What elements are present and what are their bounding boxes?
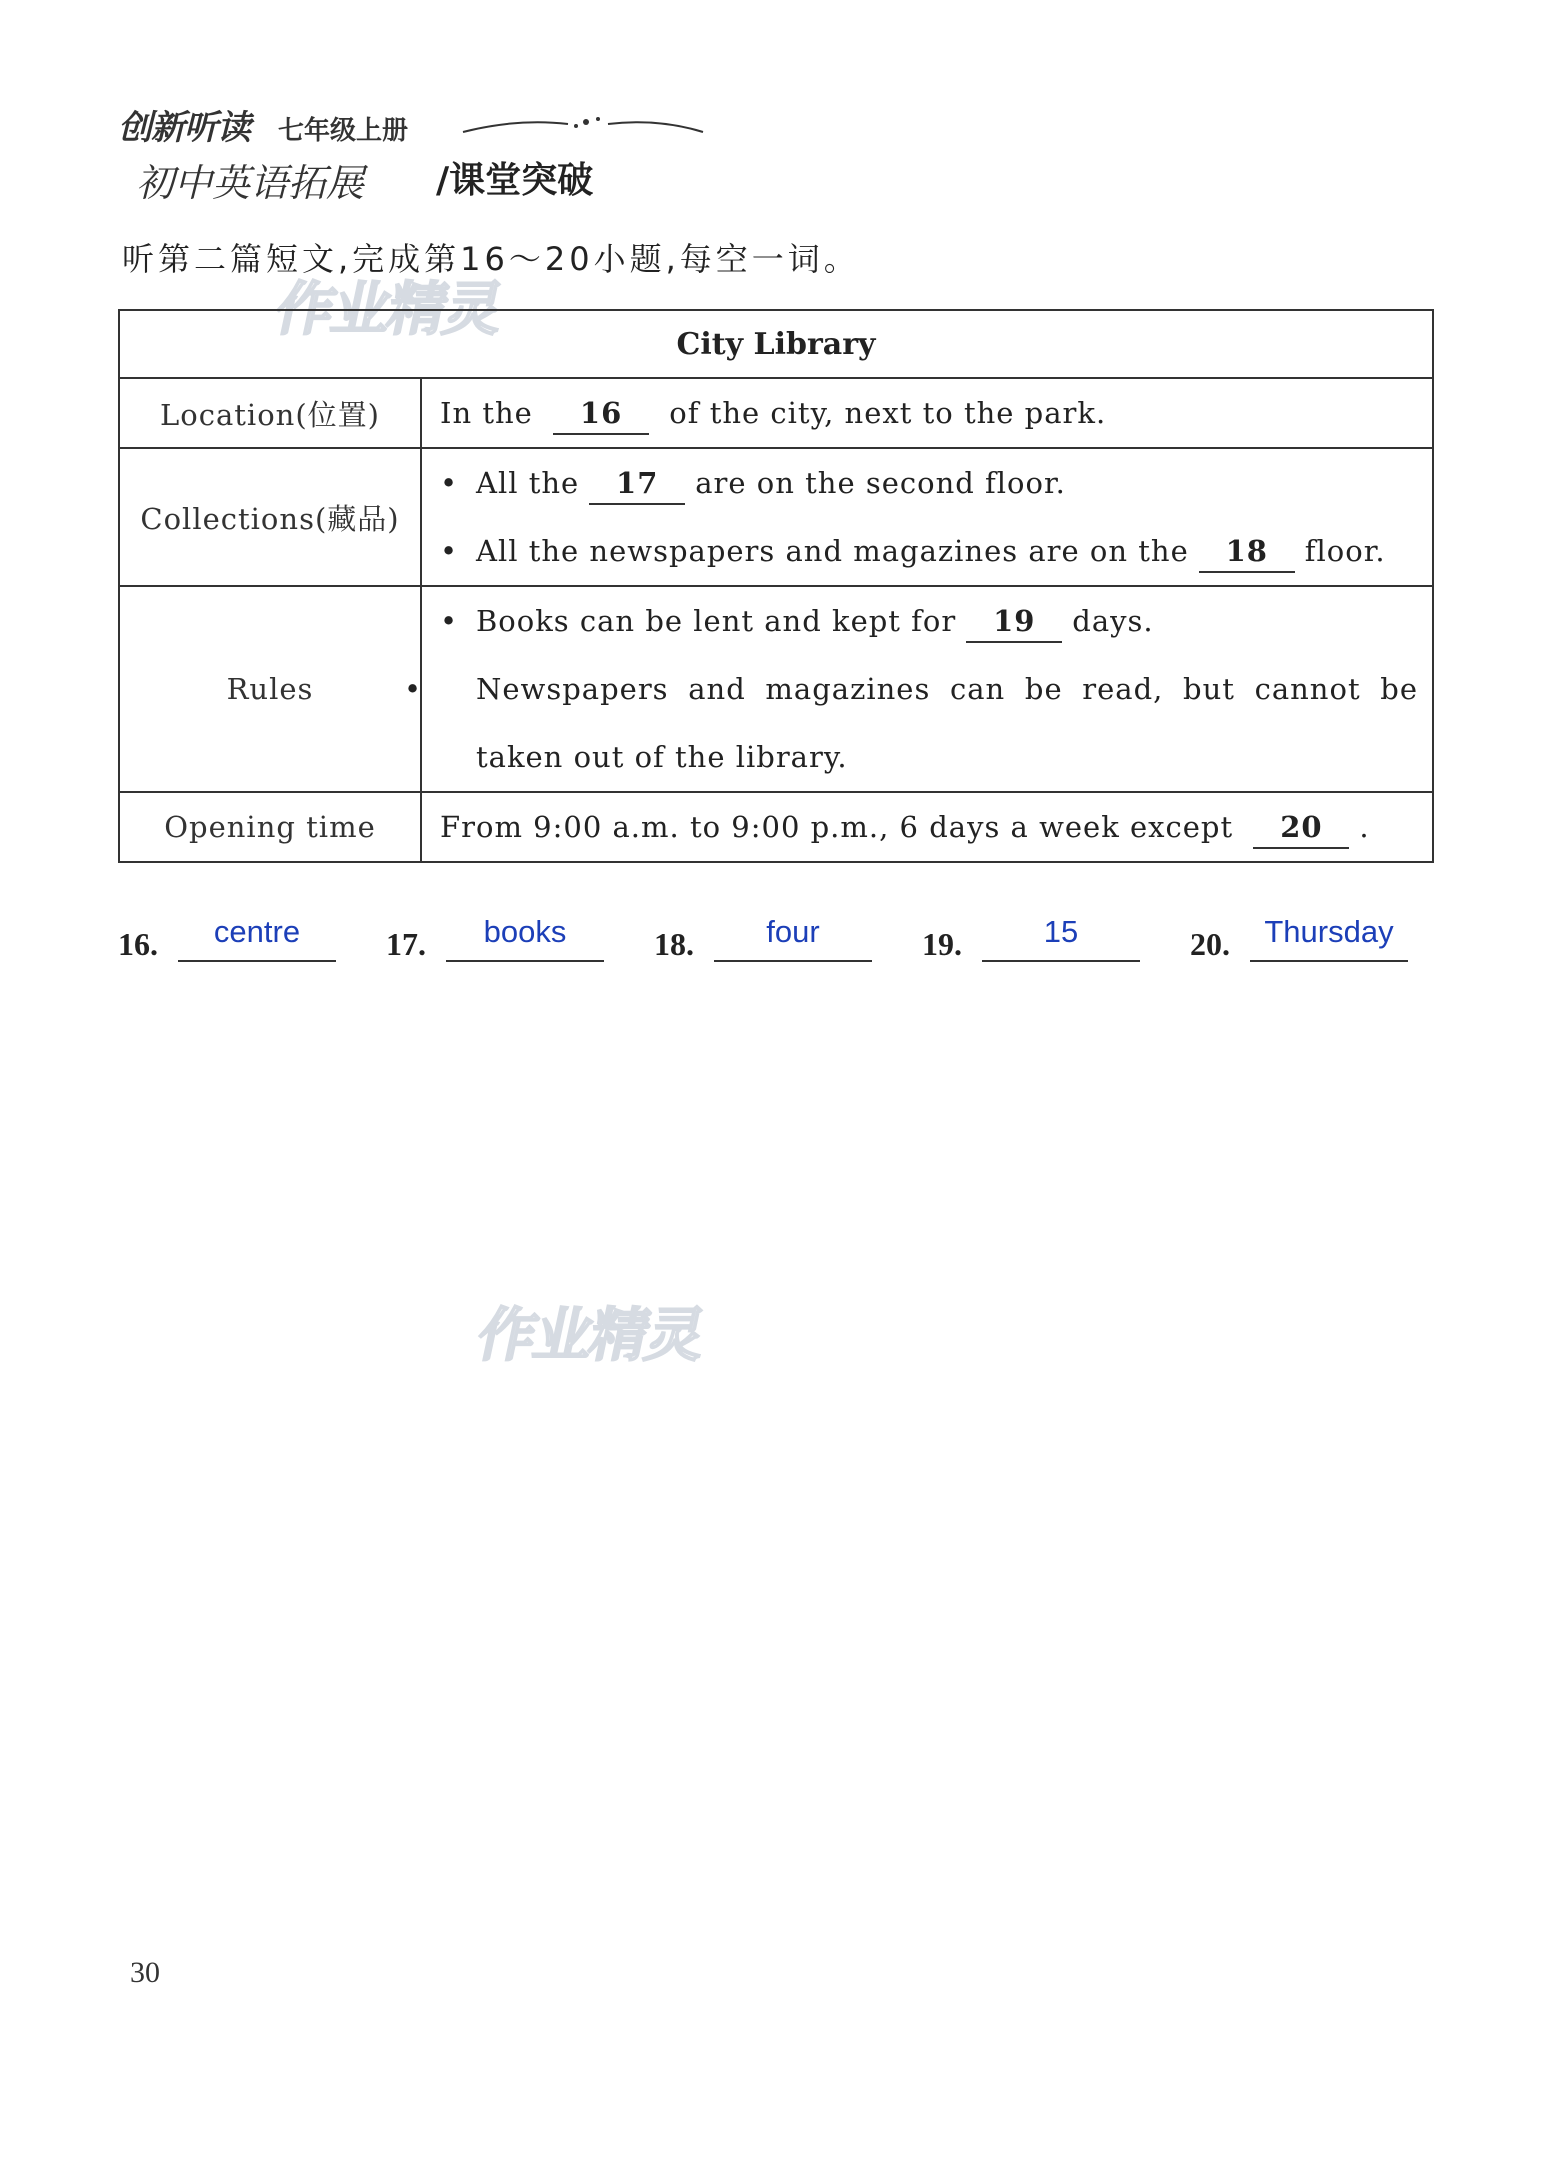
answer-value: 15 <box>1043 914 1079 949</box>
book-subtitle: 初中英语拓展 <box>136 161 365 205</box>
series-logo: 创新听读 <box>118 108 250 148</box>
library-table <box>118 309 1434 863</box>
row-label: Rules <box>119 586 421 792</box>
row-content <box>421 378 1433 448</box>
section-title: /课堂突破 <box>436 160 594 201</box>
answer-blank <box>178 960 336 962</box>
text: floor. <box>1304 534 1386 568</box>
answer-number: 16. <box>118 926 158 962</box>
gap-20: 20 <box>1253 807 1349 849</box>
text: Newspapers and magazines can be read, but cannot be taken out of the library. <box>476 672 1418 774</box>
text: Books can be lent and kept for <box>476 604 957 638</box>
text: are on the second floor. <box>695 466 1066 500</box>
answer-value: centre <box>213 914 301 949</box>
bullet: • <box>440 604 459 638</box>
text: All the newspapers and magazines are on the <box>476 534 1189 568</box>
row-label: Location(位置) <box>119 378 421 448</box>
answer-value: four <box>766 914 820 949</box>
header-ornament <box>458 110 708 140</box>
text: . <box>1359 810 1370 844</box>
table-row <box>119 586 1433 792</box>
page-number: 30 <box>130 1956 160 1989</box>
watermark: 作业精灵 <box>471 1301 711 1369</box>
row-content <box>421 792 1433 862</box>
gap-17: 17 <box>589 463 685 505</box>
row-content <box>404 586 1433 792</box>
answer-blank <box>714 960 872 962</box>
table-row <box>119 378 1433 448</box>
row-label: Opening time <box>119 792 421 862</box>
table-row <box>119 448 1433 586</box>
watermark: 作业精灵 <box>269 275 509 343</box>
gap-18: 18 <box>1199 531 1295 573</box>
answer-row <box>118 910 1458 980</box>
table-title-row <box>119 310 1433 378</box>
bullet: • <box>404 672 423 706</box>
text: of the city, next to the park. <box>669 396 1107 430</box>
text: days. <box>1072 604 1154 638</box>
table-row <box>119 792 1433 862</box>
table-title: City Library <box>119 310 1433 378</box>
grade-label: 七年级上册 <box>278 116 409 146</box>
bullet: • <box>440 534 459 568</box>
answer-value: Thursday <box>1264 914 1394 949</box>
answer-number: 17. <box>386 926 426 962</box>
answer-blank <box>1250 960 1408 962</box>
bullet: • <box>440 466 459 500</box>
row-label: Collections(藏品) <box>119 448 421 586</box>
text: In the <box>440 396 533 430</box>
gap-19: 19 <box>966 601 1062 643</box>
gap-16: 16 <box>553 393 649 435</box>
text: All the <box>476 466 580 500</box>
text: From 9:00 a.m. to 9:00 p.m., 6 days a week except <box>440 810 1234 844</box>
row-content <box>421 448 1433 586</box>
answer-blank <box>982 960 1140 962</box>
instruction-text: 听第二篇短文,完成第16～20小题,每空一词。 <box>122 240 860 278</box>
answer-number: 19. <box>922 926 962 962</box>
answer-value: books <box>483 914 567 949</box>
answer-blank <box>446 960 604 962</box>
answer-number: 20. <box>1190 926 1230 962</box>
answer-number: 18. <box>654 926 694 962</box>
page-header <box>118 100 638 205</box>
